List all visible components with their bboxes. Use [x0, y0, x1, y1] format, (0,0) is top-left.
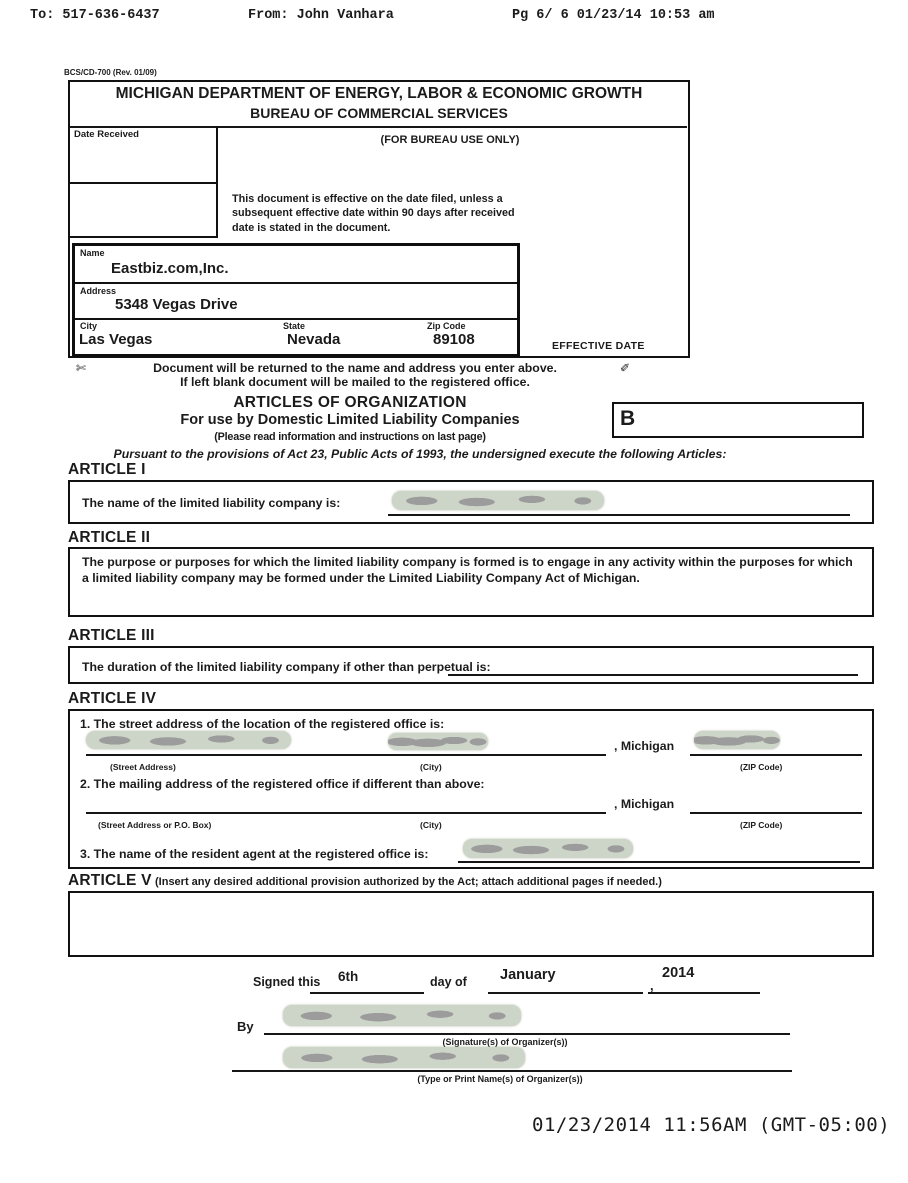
article2-text: The purpose or purposes for which the limited liability company is formed is to engage in any activity within the purposes for which a limited liability company may be formed under the Limited Liability Company Act of Michigan.	[82, 555, 853, 585]
redacted-signature	[283, 1005, 521, 1026]
article4-michigan-2: , Michigan	[614, 797, 675, 811]
zip-line-1	[690, 754, 862, 756]
by-label: By	[237, 1019, 254, 1034]
redacted-zip	[694, 731, 780, 749]
article2-box	[68, 547, 874, 617]
signed-day-value: 6th	[338, 969, 359, 984]
footer-timestamp: 01/23/2014 11:56AM (GMT-05:00)	[532, 1114, 891, 1136]
date-received-box	[70, 126, 218, 184]
form-title: ARTICLES OF ORGANIZATION	[233, 394, 467, 411]
zip-line-2	[690, 812, 862, 814]
article2-heading: ARTICLE II	[68, 529, 151, 546]
article3-heading: ARTICLE III	[68, 627, 155, 644]
city-state-zip-row	[75, 320, 517, 354]
day-line	[310, 992, 424, 994]
city-label: City	[80, 321, 98, 331]
printed-name-caption: (Type or Print Name(s) of Organizer(s))	[417, 1074, 583, 1084]
name-row	[75, 246, 517, 284]
stamp-letter: B	[620, 407, 636, 430]
form-subtitle: For use by Domestic Limited Liability Companies	[180, 412, 520, 428]
article1-fill-line	[388, 514, 850, 516]
signed-this-label: Signed this	[253, 975, 321, 989]
name-label: Name	[80, 248, 105, 258]
bureau-use-only-label: (FOR BUREAU USE ONLY)	[380, 134, 520, 146]
article3-text: The duration of the limited liability company if other than perpetual is:	[82, 660, 491, 674]
street-address-line	[86, 754, 606, 756]
signature-caption: (Signature(s) of Organizer(s))	[442, 1037, 568, 1047]
article5-box	[68, 891, 874, 957]
name-value: Eastbiz.com,Inc.	[111, 260, 229, 277]
article4-heading: ARTICLE IV	[68, 690, 157, 707]
article5-note: (Insert any desired additional provision authorized by the Act; attach additional pages if needed.)	[155, 876, 662, 888]
pen-glyph-right-icon: ✐	[620, 361, 631, 375]
form-instructions-note: (Please read information and instructions on last page)	[214, 431, 486, 443]
article4-item2: 2. The mailing address of the registered office if different than above:	[80, 777, 485, 791]
street-po-caption: (Street Address or P.O. Box)	[98, 820, 212, 830]
article1-text: The name of the limited liability company is:	[82, 496, 341, 510]
pointer-glyph-left-icon: ✄	[76, 361, 87, 375]
date-received-label: Date Received	[74, 129, 139, 140]
month-line	[488, 992, 643, 994]
bureau-title: BUREAU OF COMMERCIAL SERVICES	[250, 105, 508, 121]
state-label: State	[283, 321, 306, 331]
redacted-city	[388, 733, 488, 750]
day-of-label: day of	[430, 975, 467, 989]
article4-item1: 1. The street address of the location of the registered office is:	[80, 717, 445, 731]
zip-caption-2: (ZIP Code)	[740, 820, 783, 830]
addressee-block	[72, 243, 520, 357]
fax-page-info: Pg 6/ 6 01/23/14 10:53 am	[512, 8, 715, 23]
signature-line	[264, 1033, 790, 1035]
signed-month-value: January	[500, 967, 556, 983]
signed-year-value: 2014	[662, 965, 695, 981]
fax-to: To: 517-636-6437	[30, 8, 160, 23]
article5-heading: ARTICLE V	[68, 872, 152, 889]
effective-date-label: EFFECTIVE DATE	[552, 340, 645, 352]
printed-name-line	[232, 1070, 792, 1072]
zip-value: 89108	[433, 331, 475, 348]
article1-heading: ARTICLE I	[68, 461, 146, 478]
department-title: MICHIGAN DEPARTMENT OF ENERGY, LABOR & ECONOMIC GROWTH	[115, 85, 643, 102]
fax-from: From: John Vanhara	[248, 8, 394, 23]
mailing-address-line	[86, 812, 606, 814]
article3-fill-line	[448, 674, 858, 676]
redacted-company-name	[392, 491, 604, 510]
article3-box	[68, 646, 874, 684]
pursuant-line: Pursuant to the provisions of Act 23, Public Acts of 1993, the undersigned execute the following Articles:	[113, 447, 727, 461]
stamp-box	[612, 402, 864, 438]
zip-label: Zip Code	[427, 321, 466, 331]
effective-note: This document is effective on the date filed, unless a subsequent effective date within 90 days after received date is stated in the document.	[232, 193, 515, 234]
form-code: BCS/CD-700 (Rev. 01/09)	[64, 68, 157, 77]
city-caption-1: (City)	[420, 762, 442, 772]
redacted-printed-name	[283, 1047, 525, 1068]
year-line	[648, 992, 760, 994]
return-notice-line1: Document will be returned to the name and address you enter above.	[153, 361, 557, 375]
zip-caption-1: (ZIP Code)	[740, 762, 783, 772]
signature-comma: ,	[650, 978, 654, 993]
redacted-resident-agent	[463, 839, 633, 858]
state-value: Nevada	[287, 331, 341, 348]
city-caption-2: (City)	[420, 820, 442, 830]
return-notice-line2: If left blank document will be mailed to the registered office.	[180, 375, 530, 389]
address-label: Address	[80, 286, 117, 296]
city-value: Las Vegas	[79, 331, 153, 348]
redacted-street-address	[86, 731, 291, 749]
address-value: 5348 Vegas Drive	[115, 296, 238, 313]
date-received-box-2	[70, 184, 218, 238]
article4-michigan-1: , Michigan	[614, 739, 675, 753]
street-address-caption: (Street Address)	[110, 762, 176, 772]
address-row	[75, 284, 517, 320]
article4-item3: 3. The name of the resident agent at the registered office is:	[80, 847, 429, 861]
resident-agent-line	[458, 861, 860, 863]
